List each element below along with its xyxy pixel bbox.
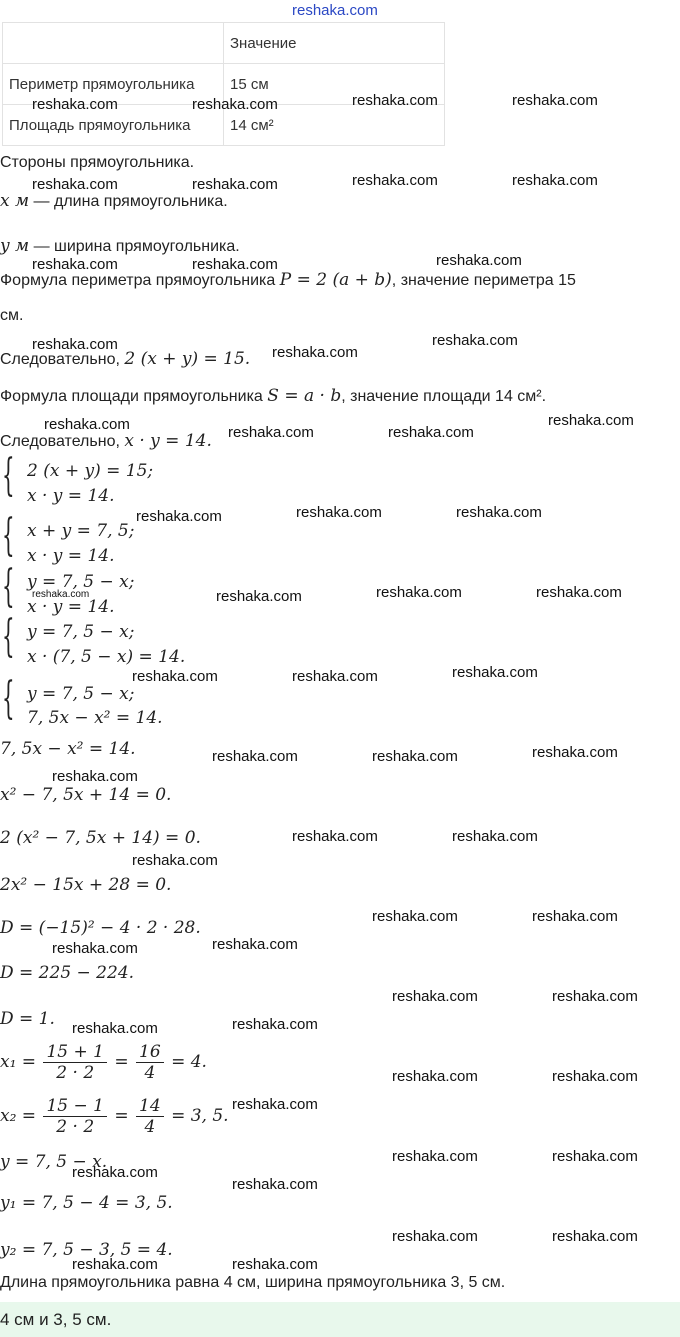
system-equation: x + y = 7, 5; [27,521,135,541]
equation: y = 7, 5 − x. [0,1152,108,1172]
hence-text: Следовательно, [0,351,120,368]
equation: x² − 7, 5x + 14 = 0. [0,785,172,805]
watermark: reshaka.com [192,176,278,193]
watermark: reshaka.com [376,584,462,601]
watermark: reshaka.com [388,424,474,441]
watermark: reshaka.com [352,172,438,189]
watermark: reshaka.com [392,1228,478,1245]
watermark: reshaka.com [72,1256,158,1273]
equation: D = (−15)² − 4 · 2 · 28. [0,918,201,938]
perimeter-line [0,270,576,290]
denominator: 4 [144,1063,156,1083]
equation: D = 1. [0,1009,55,1029]
watermark: reshaka.com [32,256,118,273]
root-x2: x₂ = $\frac{15 - 1}{2 \cdot 2}$ = $\frac{14}{4}$ = 3, 5. [0,1096,229,1137]
table-cell [3,23,224,64]
table-cell: 15 см [224,64,445,105]
watermark: reshaka.com [548,412,634,429]
answer-text: 4 см и 3, 5 см. [0,1310,112,1329]
equation: D = 225 − 224. [0,963,135,983]
watermark: reshaka.com [432,332,518,349]
watermark: reshaka.com [536,584,622,601]
watermark: reshaka.com [392,988,478,1005]
watermark: reshaka.com [392,1068,478,1085]
watermark: reshaka.com [452,664,538,681]
watermark: reshaka.com [512,172,598,189]
table-cell: 14 см² [224,105,445,146]
watermark: reshaka.com [232,1256,318,1273]
data-table [2,22,445,146]
equation: 2 (x² − 7, 5x + 14) = 0. [0,828,201,848]
watermark: reshaka.com [52,940,138,957]
watermark: reshaka.com [32,589,90,600]
equation: 2x² − 15x + 28 = 0. [0,875,172,895]
watermark: reshaka.com [32,336,118,353]
perimeter-line-end: см. [0,307,24,324]
result: = 3, 5. [171,1106,229,1126]
area-text: Формула площади прямоугольника [0,388,263,405]
system-equation: 2 (x + y) = 15; [27,461,154,481]
watermark: reshaka.com [552,1148,638,1165]
system-equation: y = 7, 5 − x; [27,572,135,592]
perimeter-text-b: , значение периметра 15 [391,272,576,289]
system-brace: { [2,673,15,724]
x-definition [0,191,228,211]
site-link[interactable]: reshaka.com [292,2,378,19]
table-header-row [3,23,445,64]
watermark: reshaka.com [292,828,378,845]
root-x1: x₁ = $\frac{15 + 1}{2 \cdot 2}$ = $\frac{16}{4}$ = 4. [0,1042,207,1083]
watermark: reshaka.com [232,1096,318,1113]
watermark: reshaka.com [552,1068,638,1085]
watermark: reshaka.com [552,988,638,1005]
numerator: 16 [136,1042,164,1063]
area-equation-line [0,431,212,451]
watermark: reshaka.com [136,508,222,525]
fraction [43,1096,107,1137]
root-label: x₁ = [0,1052,37,1072]
system-brace: { [2,611,15,662]
system-equation: x · y = 14. [27,546,115,566]
perimeter-equation: 2 (x + y) = 15. [124,349,251,369]
numerator: 15 + 1 [43,1042,107,1063]
watermark: reshaka.com [72,1020,158,1037]
system-equation: x · y = 14. [27,486,115,506]
table-header-value: Значение [224,23,445,64]
watermark: reshaka.com [132,852,218,869]
watermark: reshaka.com [272,344,358,361]
result: = 4. [171,1052,207,1072]
watermark: reshaka.com [532,744,618,761]
watermark: reshaka.com [192,96,278,113]
watermark: reshaka.com [232,1176,318,1193]
system-equation: y = 7, 5 − x; [27,622,135,642]
system-equation: x · y = 14. [27,597,115,617]
numerator: 14 [136,1096,164,1117]
root-label: x₂ = [0,1106,37,1126]
watermark: reshaka.com [32,176,118,193]
watermark: reshaka.com [228,424,314,441]
watermark: reshaka.com [232,1016,318,1033]
x-definition-text: — длина прямоугольника. [33,193,228,210]
equation: 7, 5x − x² = 14. [0,739,136,759]
system-equation: 7, 5x − x² = 14. [27,708,163,728]
answer-box [0,1302,680,1337]
table-cell: Периметр прямоугольника [3,64,224,105]
system-equation: x · (7, 5 − x) = 14. [27,647,186,667]
watermark: reshaka.com [132,668,218,685]
equation: y₁ = 7, 5 − 4 = 3, 5. [0,1193,173,1213]
area-equation: x · y = 14. [124,431,212,451]
y-definition [0,236,240,256]
system-brace: { [2,561,15,612]
perimeter-text: Формула периметра прямоугольника [0,272,276,289]
denominator: 2 · 2 [56,1063,95,1083]
watermark: reshaka.com [192,256,278,273]
x-variable: x м [0,191,30,211]
watermark: reshaka.com [372,748,458,765]
watermark: reshaka.com [52,768,138,785]
system-brace: { [2,510,15,561]
watermark: reshaka.com [72,1164,158,1181]
watermark: reshaka.com [392,1148,478,1165]
watermark: reshaka.com [552,1228,638,1245]
watermark: reshaka.com [216,588,302,605]
watermark: reshaka.com [352,92,438,109]
y-variable: y м [0,236,30,256]
system-brace: { [2,450,15,501]
watermark: reshaka.com [372,908,458,925]
equation: y₂ = 7, 5 − 3, 5 = 4. [0,1240,173,1260]
hence-text: Следовательно, [0,433,120,450]
denominator: 2 · 2 [56,1117,95,1137]
watermark: reshaka.com [32,96,118,113]
watermark: reshaka.com [296,504,382,521]
watermark: reshaka.com [512,92,598,109]
watermark: reshaka.com [212,936,298,953]
y-definition-text: — ширина прямоугольника. [33,238,240,255]
watermark: reshaka.com [292,668,378,685]
table-cell: Площадь прямоугольника [3,105,224,146]
fraction [136,1042,164,1083]
fraction [43,1042,107,1083]
watermark: reshaka.com [436,252,522,269]
watermark: reshaka.com [44,416,130,433]
system-equation: y = 7, 5 − x; [27,684,135,704]
sides-title: Стороны прямоугольника. [0,154,195,171]
perimeter-formula: P = 2 (a + b) [279,270,392,290]
denominator: 4 [144,1117,156,1137]
area-formula: S = a · b [267,386,342,406]
watermark: reshaka.com [456,504,542,521]
area-text-b: , значение площади 14 см². [341,388,547,405]
conclusion: Длина прямоугольника равна 4 см, ширина прямоугольника 3, 5 см. [0,1274,506,1291]
watermark: reshaka.com [212,748,298,765]
numerator: 15 − 1 [43,1096,107,1117]
watermark: reshaka.com [452,828,538,845]
area-line [0,386,546,406]
fraction [136,1096,164,1137]
watermark: reshaka.com [532,908,618,925]
